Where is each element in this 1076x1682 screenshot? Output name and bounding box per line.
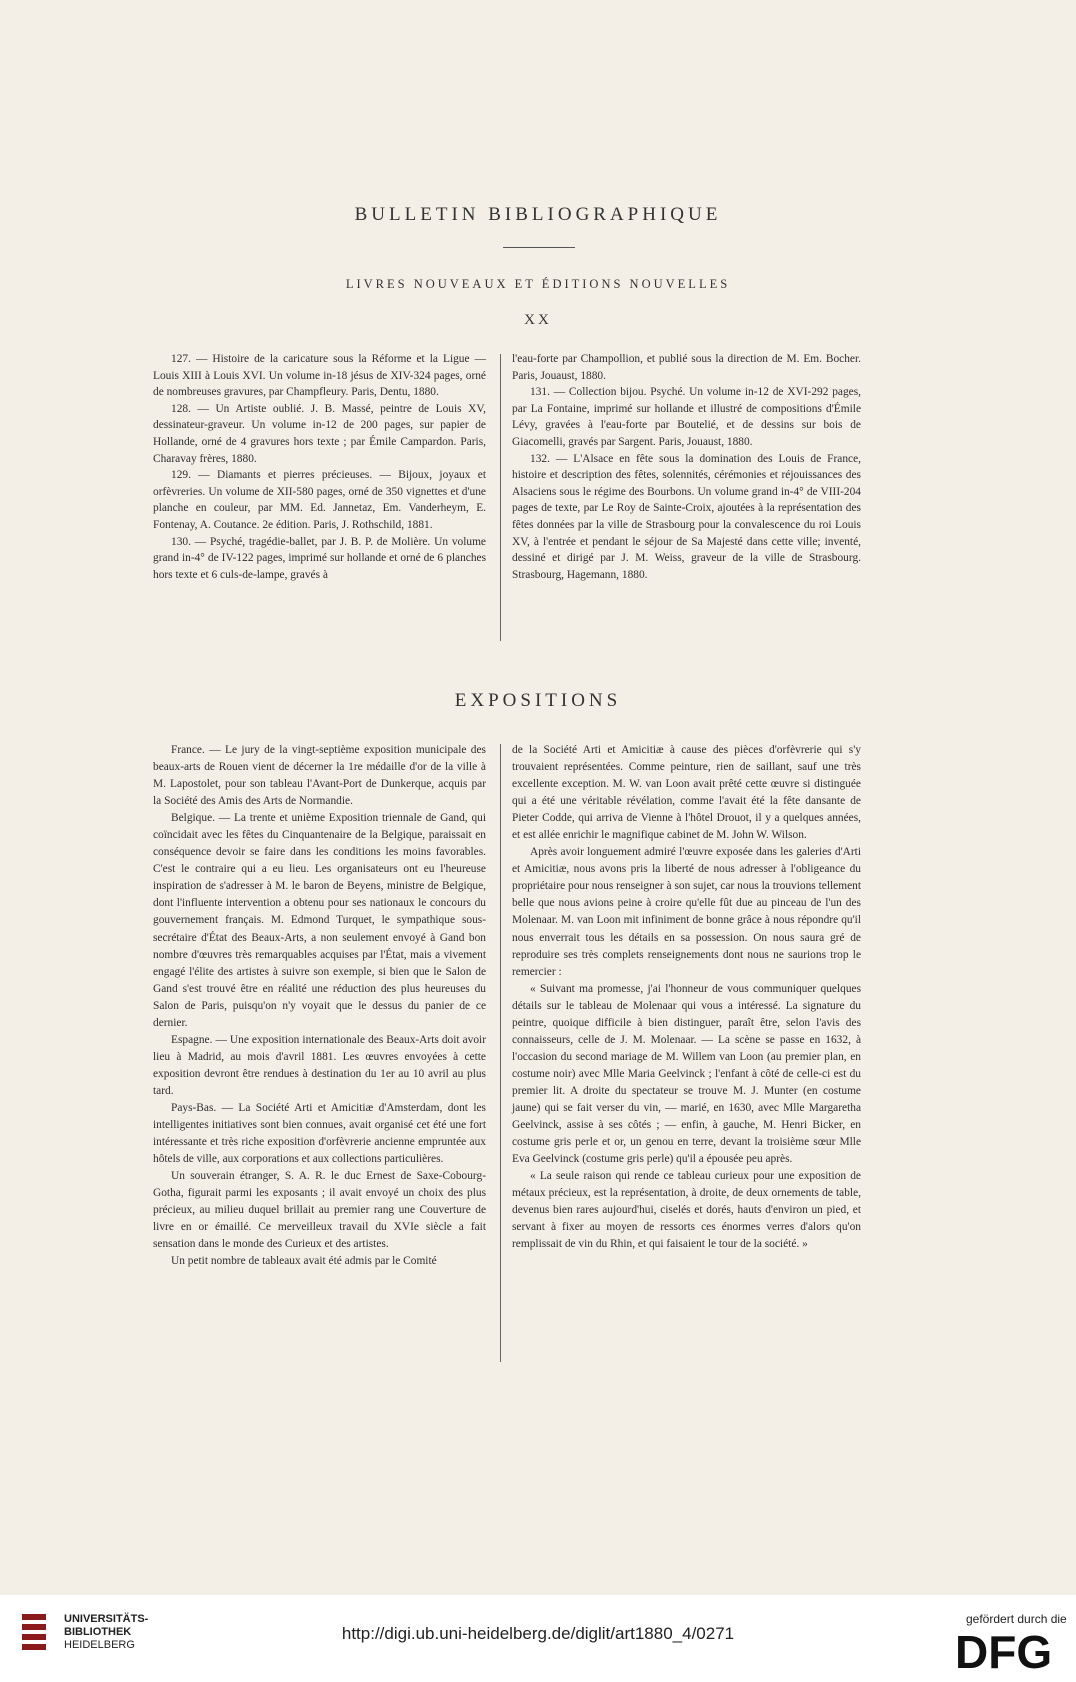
expositions-right-column (512, 742, 861, 1253)
issue-number: XX (524, 312, 552, 328)
section-subtitle: LIVRES NOUVEAUX ET ÉDITIONS NOUVELLES (345, 277, 731, 291)
section-title: BULLETIN BIBLIOGRAPHIQUE (354, 204, 722, 225)
bibliography-right-column (512, 351, 861, 583)
paragraph: Belgique. — La trente et unième Exposition triennale de Gand, qui coïncidait avec les fêtes du Cinquantenaire de la Belgique, paraissait en conséquence devoir se faire dans les conditions les moins favorables. C'est le contraire qui a eu lieu. Les organisateurs ont eu l'heureuse inspiration de s'adresser à M. le baron de Beyens, ministre de Belgique, dont l'influente intervention a obtenu pour ses nationaux le concours du gouvernement français. M. Edmond Turquet, le sympathique sous-secrétaire d'État des Beaux-Arts, a non seulement envoyé à Gand bon nombre d'œuvres très remarquables acquises par l'État, mais a vivement engagé l'élite des artistes à suivre son exemple, si bien que le Salon de Gand s'est trouvé être en réalité une réduction des plus heureuses du Salon de Paris, puisqu'on n'y voyait que le dessus du panier de ce dernier. (153, 812, 486, 1029)
paragraph: Un souverain étranger, S. A. R. le duc Ernest de Saxe-Cobourg-Gotha, figurait parmi les exposants ; il avait envoyé un choix des plus précieux, au milieu duquel brillait au premier rang une Couverture de livre en or émaillé. Ce merveilleux travail du XVIe siècle a fait sensation dans le monde des Curieux et des artistes. (153, 1170, 486, 1251)
library-name-line: UNIVERSITÄTS- (64, 1613, 149, 1625)
paragraph: de la Société Arti et Amicitiæ à cause des pièces d'orfèvrerie qui s'y trouvaient représentées. Comme peinture, rien de saillant, sauf une très excellente exception. M. W. van Loon avait prêté cette œuvre si distinguée qui a été une véritable révélation, comme l'avait été la fête dansante de Pieter Codde, qui arriva de Vienne à l'hôtel Drouot, il y a quelques années, et est allée enrichir le magnifique cabinet de M. John W. Wilson. (512, 744, 861, 842)
bib-entry: 130. — Psyché, tragédie-ballet, par J. B. P. de Molière. Un volume grand in-4° de IV-122 pages, imprimé sur hollande et orné de 6 planches hors texte et 6 culs-de-lampe, gravés à (153, 535, 486, 581)
paragraph: Espagne. — Une exposition internationale des Beaux-Arts doit avoir lieu à Madrid, au mois d'avril 1881. Les œuvres envoyées à cette exposition devront être rendues à destination du 1er au 10 avril au plus tard. (153, 1033, 486, 1097)
bib-entry: 129. — Diamants et pierres précieuses. — Bijoux, joyaux et orfèvreries. Un volume de XII-580 pages, orné de 350 vignettes et d'une planche en couleur, par MM. Ed. Jannetaz, Em. Vanderheym, E. Fontenay, A. Coutance. 2e édition. Paris, J. Rothschild, 1881. (153, 469, 486, 531)
column-divider (500, 744, 501, 1362)
paragraph: Pays-Bas. — La Société Arti et Amicitiæ d'Amsterdam, dont les intelligentes initiatives sont bien connues, avait organisé cet été une fort intéressante et très riche exposition d'orfèvrerie ancienne empruntée aux hôtels de ville, aux corporations et aux collections particulières. (153, 1101, 486, 1166)
bib-entry: 128. — Un Artiste oublié. J. B. Massé, peintre de Louis XV, dessinateur-graveur. Un volume in-12 de 200 pages, sur papier de Hollande, orné de 4 gravures hors texte ; par Émile Campardon. Paris, Charavay frères, 1880. (153, 402, 486, 465)
funding-note: gefördert durch die (966, 1612, 1067, 1626)
paragraph: Après avoir longuement admiré l'œuvre exposée dans les galeries d'Arti et Amicitiæ, nous avons pris la liberté de nous adresser à l'obligeance du propriétaire pour nous renseigner à son sujet, car nous la trouvions tellement belle que nous avions peine à croire qu'elle fût due au pinceau de l'un des Molenaar. M. van Loon mit infiniment de bonne grâce à nous répondre qu'il nous enverrait tous les détails en sa possession. On nous saura gré de reproduire ses très complets renseignements dont nous ne saurions trop le remercier : (512, 846, 861, 978)
bib-entry: l'eau-forte par Champollion, et publié sous la direction de M. Em. Bocher. Paris, Jouaust, 1880. (512, 353, 861, 382)
paragraph: « Suivant ma promesse, j'ai l'honneur de vous communiquer quelques détails sur le tableau de Molenaar qui vous a intéressé. La signature du peintre, quoique difficile à bien distinguer, paraît être, selon l'avis des connaisseurs, celle de J. M. Molenaar. — La scène se passe en 1632, à l'occasion du second mariage de M. Willem van Loon (au premier plan, en costume noir) avec Mlle Maria Geelvinck ; l'enfant à côté de celle-ci est du premier lit. A droite du spectateur se trouve M. J. Munter (en costume jaune) qui se fait verser du vin, — marié, en 1630, avec Mlle Margaretha Geelvinck, assise à ses côtés ; — enfin, à gauche, M. Henri Bicker, en costume gris perle et or, un genou en terre, devant la troisième sœur Mlle Eva Geelvinck (costume gris perle) qu'il a épousée peu après. (512, 982, 861, 1166)
paragraph: France. — Le jury de la vingt-septième exposition municipale des beaux-arts de Rouen vient de décerner la 1re médaille d'or de la ville à M. Lapostolet, pour son tableau l'Avant-Port de Dunkerque, acquis par la Société des Amis des Arts de Normandie. (153, 744, 486, 808)
expositions-title: EXPOSITIONS (454, 690, 622, 711)
bib-entry: 127. — Histoire de la caricature sous la Réforme et la Ligue — Louis XIII à Louis XVI. Un volume in-18 jésus de XIV-324 pages, orné de nombreuses gravures, par Champfleury. Paris, Dentu, 1880. (153, 353, 486, 399)
bibliography-left-column (153, 351, 486, 583)
bib-entry: 132. — L'Alsace en fête sous la domination des Louis de France, histoire et description des fêtes, solennités, cérémonies et réjouissances des Alsaciens sous le régime des Bourbons. Un volume grand in-4° de VIII-204 pages de texte, par Le Roy de Sainte-Croix, ajoutées à la représentation des fêtes données par la ville de Strasbourg pour la convalescence du roi Louis XV, à l'entrée et pendant le séjour de Sa Majesté dans cette ville; inventé, dessiné et dirigé par J. M. Weiss, graveur de la ville de Strasbourg. Strasbourg, Hagemann, 1880. (512, 452, 861, 581)
column-divider (500, 354, 501, 641)
paragraph: « La seule raison qui rende ce tableau curieux pour une exposition de métaux précieux, est la représentation, à droite, de deux ornements de table, devenus bien rares aujourd'hui, ciselés et dorés, hauts d'environ un pied, et servant à fixer au moyen de ressorts ces énormes verres d'alors qu'on remplissait de vin du Rhin, et qui faisaient le tour de la société. » (512, 1170, 861, 1251)
permalink-url[interactable]: http://digi.ub.uni-heidelberg.de/diglit/art1880_4/0271 (341, 1624, 735, 1643)
bib-entry: 131. — Collection bijou. Psyché. Un volume in-12 de XVI-292 pages, par La Fontaine, imprimé sur hollande et illustré de compositions d'Émile Lévy, gravées à l'eau-forte par Boutelié, et de dessins sur bois de Giacomelli, gravés par Sargent. Paris, Jouaust, 1880. (512, 386, 861, 448)
library-name-line: HEIDELBERG (64, 1639, 135, 1651)
expositions-left-column (153, 742, 486, 1270)
library-name-line: BIBLIOTHEK (64, 1626, 132, 1638)
dfg-logo-icon[interactable] (955, 1626, 1061, 1674)
paragraph: Un petit nombre de tableaux avait été admis par le Comité (171, 1255, 437, 1268)
title-divider (503, 247, 575, 248)
dfg-logo-text: DFG (955, 1626, 1053, 1674)
